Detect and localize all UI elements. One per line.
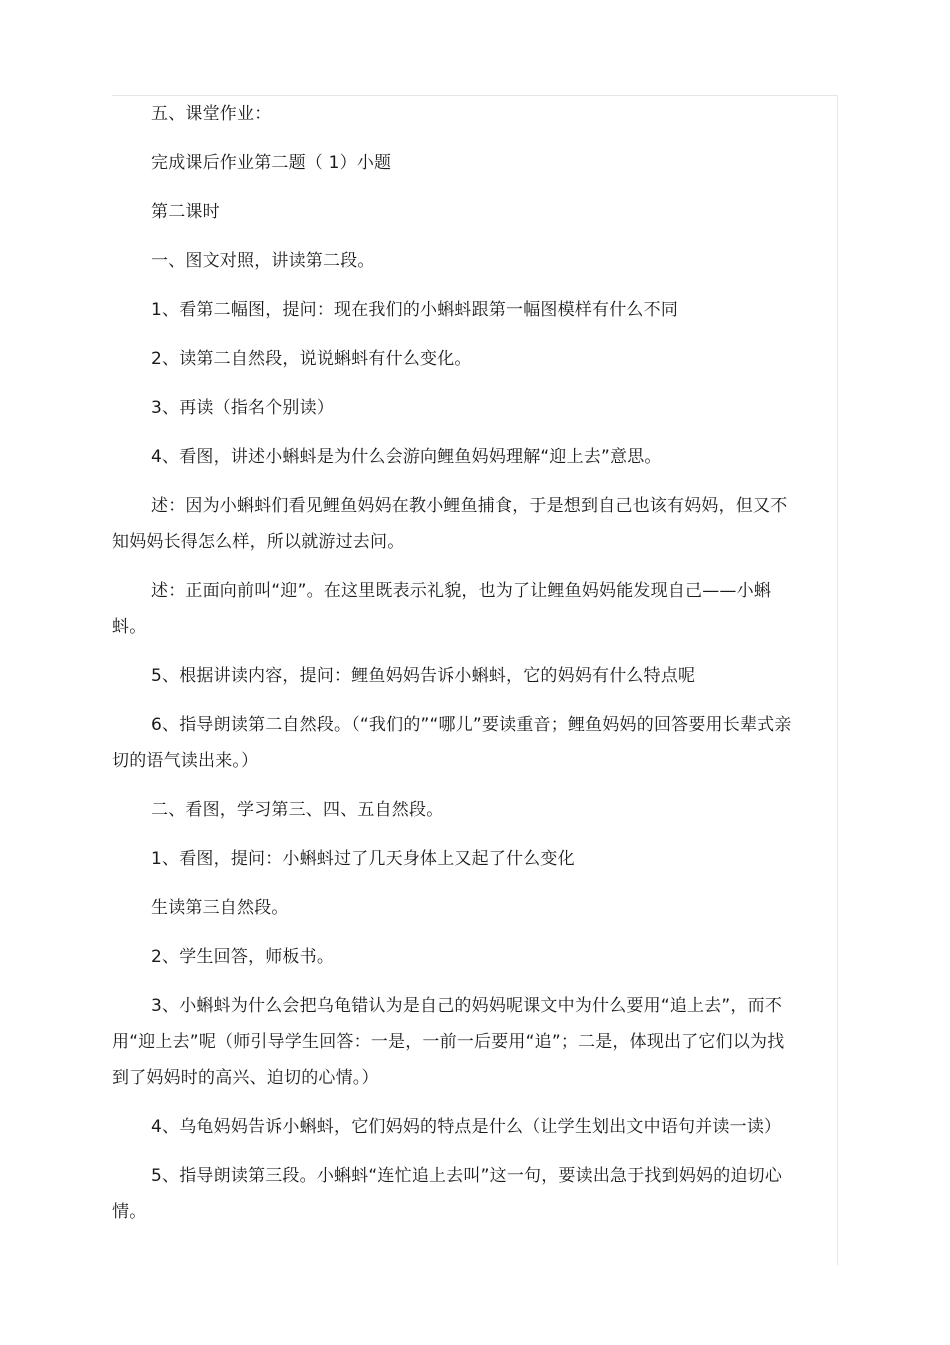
paragraph-section-two-step-1: 1、看图，提问：小蝌蚪过了几天身体上又起了什么变化: [151, 849, 575, 869]
paragraph-step-6: 6、指导朗读第二自然段。（“我们的”“哪儿”要读重音；鲤鱼妈妈的回答要用长辈式亲切的语气读出来。）: [112, 715, 792, 771]
paragraph-narration-1: 述：因为小蝌蚪们看见鲤鱼妈妈在教小鲤鱼捕食，于是想到自己也该有妈妈，但又不知妈妈长得怎么样，所以就游过去问。: [112, 496, 788, 552]
paragraph-homework-task: 完成课后作业第二题（ 1）小题: [151, 153, 392, 173]
paragraph-section-two-step-4: 4、乌龟妈妈告诉小蝌蚪，它们妈妈的特点是什么（让学生划出文中语句并读一读）: [151, 1117, 782, 1137]
paragraph-homework-heading: 五、课堂作业：: [151, 104, 272, 124]
paragraph-narration-2: 述：正面向前叫“迎”。在这里既表示礼貌，也为了让鲤鱼妈妈能发现自己——小蝌蚪。: [112, 581, 772, 637]
paragraph-step-4: 4、看图，讲述小蝌蚪是为什么会游向鲤鱼妈妈理解“迎上去”意思。: [151, 447, 662, 467]
paragraph-step-2: 2、读第二自然段，说说蝌蚪有什么变化。: [151, 349, 472, 369]
paragraph-lesson-two-heading: 第二课时: [151, 202, 220, 222]
paragraph-step-3: 3、再读（指名个别读）: [151, 398, 335, 418]
paragraph-student-reading: 生读第三自然段。: [151, 898, 289, 918]
paragraph-section-two-step-5: 5、指导朗读第三段。小蝌蚪“连忙追上去叫”这一句，要读出急于找到妈妈的迫切心情。: [112, 1166, 783, 1222]
paragraph-section-one-heading: 一、图文对照，讲读第二段。: [151, 251, 375, 271]
paragraph-step-5: 5、根据讲读内容，提问：鲤鱼妈妈告诉小蝌蚪，它的妈妈有什么特点呢: [151, 666, 696, 686]
paragraph-section-two-step-3: 3、小蝌蚪为什么会把乌龟错认为是自己的妈妈呢课文中为什么要用“追上去”，而不用“迎上去”呢（师引导学生回答：一是，一前一后要用“追”；二是，体现出了它们以为找到了妈妈时的高兴、迫切的心情。）: [112, 996, 785, 1088]
document-body: [112, 96, 796, 1230]
paragraph-section-two-step-2: 2、学生回答，师板书。: [151, 947, 335, 967]
paragraph-section-two-heading: 二、看图，学习第三、四、五自然段。: [151, 800, 444, 820]
paragraph-step-1: 1、看第二幅图，提问：现在我们的小蝌蚪跟第一幅图模样有什么不同: [151, 300, 679, 320]
